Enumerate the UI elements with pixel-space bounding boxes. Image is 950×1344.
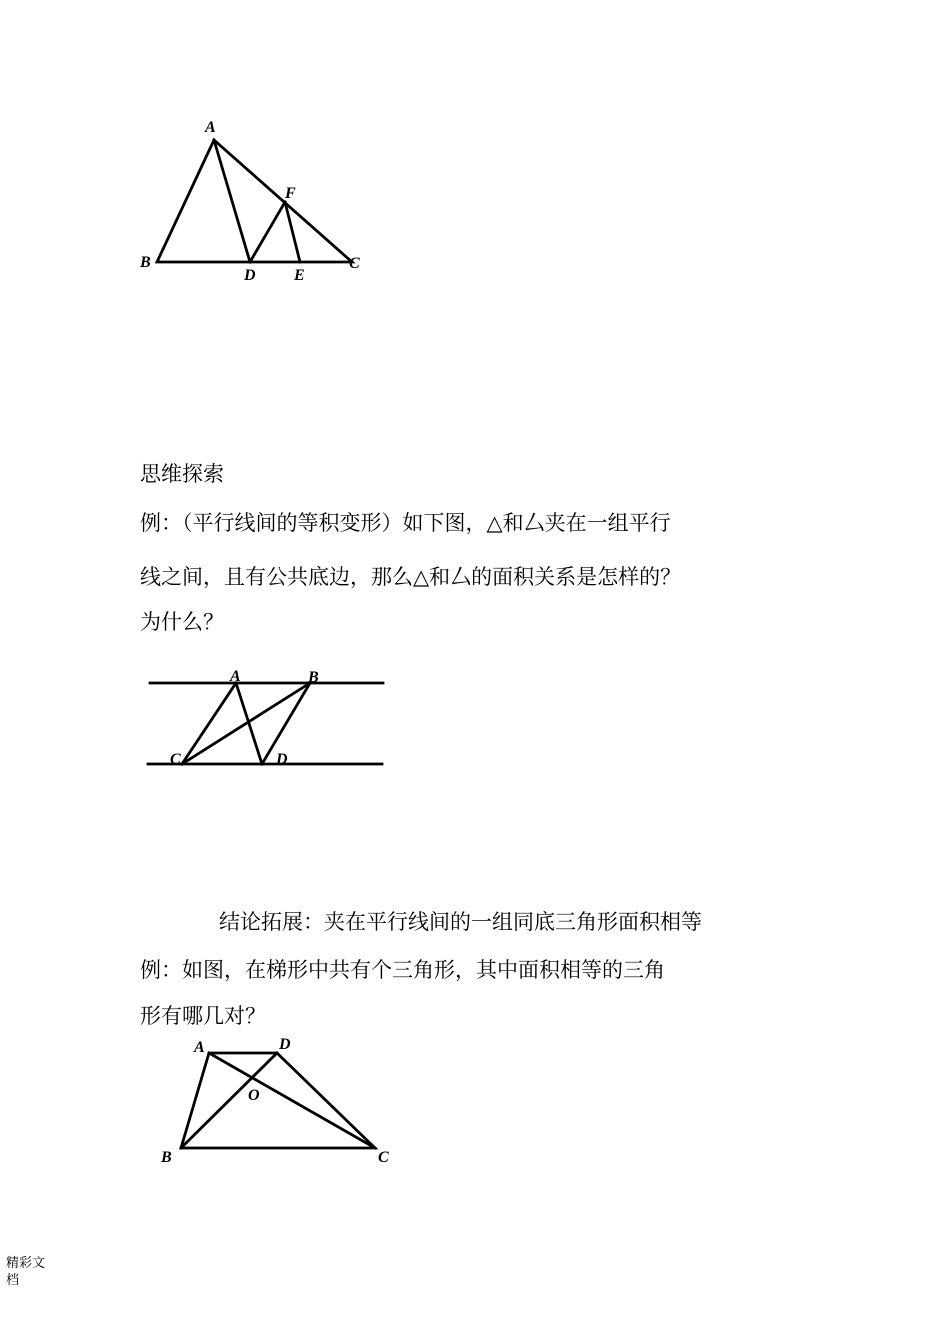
triangle-abc-outline xyxy=(157,140,352,262)
trapezoid-abcd-outline xyxy=(181,1053,375,1148)
label-a: A xyxy=(230,668,241,685)
label-f: F xyxy=(285,185,296,202)
label-b: B xyxy=(308,669,319,686)
segment-ca xyxy=(182,683,236,764)
segment-ad xyxy=(214,140,250,262)
label-a: A xyxy=(205,119,216,136)
segment-cb xyxy=(182,683,310,764)
footer-line2: 档 xyxy=(6,1273,20,1288)
example1-line2: 线之间，且有公共底边，那么△和厶的面积关系是怎样的？ xyxy=(140,565,682,589)
label-d: D xyxy=(279,1036,291,1053)
section-heading: 思维探索 xyxy=(140,462,224,486)
label-b: B xyxy=(161,1149,172,1166)
segment-ad xyxy=(236,683,262,764)
label-c: C xyxy=(378,1149,389,1166)
label-b: B xyxy=(140,254,151,271)
example1-line3: 为什么？ xyxy=(140,610,224,634)
example2-line2: 形有哪几对？ xyxy=(140,1004,266,1028)
example2-line1: 例：如图，在梯形中共有个三角形，其中面积相等的三角 xyxy=(140,958,665,982)
label-c: C xyxy=(170,751,181,768)
label-d: D xyxy=(244,267,256,284)
trapezoid-figure xyxy=(150,1030,410,1175)
conclusion-text: 结论拓展：夹在平行线间的一组同底三角形面积相等 xyxy=(219,910,702,934)
footer-line1: 精彩文 xyxy=(6,1256,46,1271)
parallel-lines-figure xyxy=(140,660,390,775)
triangle-figure-abc xyxy=(130,110,380,290)
label-a: A xyxy=(194,1039,205,1056)
label-c: C xyxy=(349,255,360,272)
label-o: O xyxy=(248,1087,260,1104)
footer-watermark xyxy=(6,1255,45,1289)
segment-df xyxy=(250,202,285,262)
example1-line1: 例：（平行线间的等积变形）如下图，△和厶夹在一组平行 xyxy=(140,511,671,535)
label-e: E xyxy=(294,267,305,284)
label-d: D xyxy=(276,751,288,768)
